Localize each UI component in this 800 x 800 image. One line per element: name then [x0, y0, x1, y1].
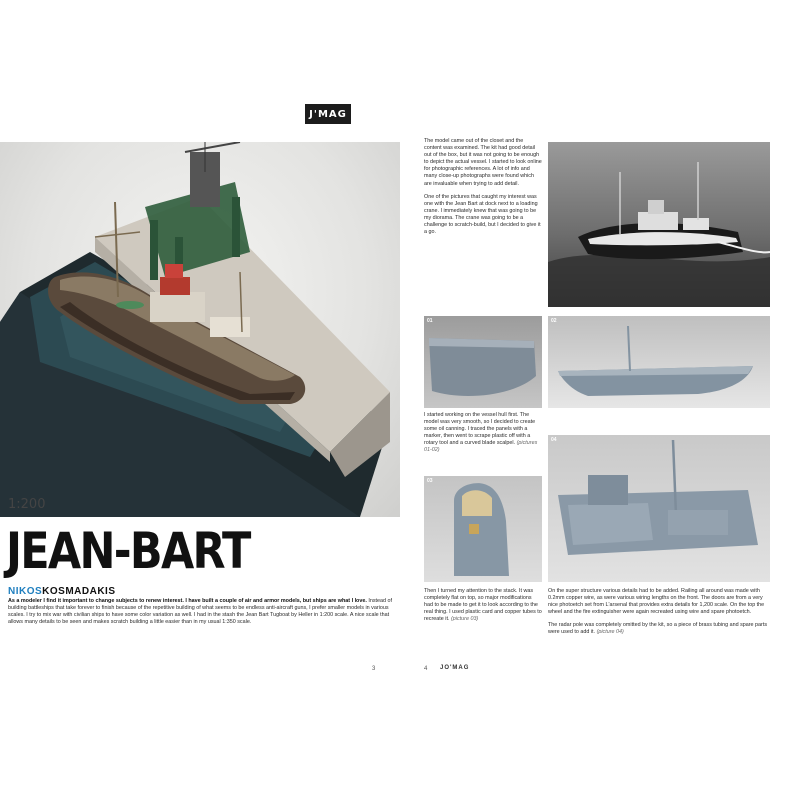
intro-paragraph: [8, 598, 396, 626]
intro-bold-text: As a modeler I find it important to change subjects to renew interest. I have built a couple of air and armor models, but ships are what I love.: [8, 598, 367, 604]
radar-picture-ref: (picture 04): [596, 629, 624, 636]
intro-body-text: Instead of building battleships that take forever to finish because of the repetitive building of what seems to be endless anti-aircraft guns, I prefer smaller models in various scales. I try to mix war with civilian ships to have some color variation as well. I had in the stash the Jean Bart Tugboat by Heller in 1:200 scale. A nice scale that allows many details to be seen and makes scratch building a little easier than in my usual 1:350 scale.: [8, 598, 393, 626]
paragraph-closet: The model came out of the closet and the content was examined. The kit had good detail out of the box, but it was not going to be enough to depict the actual vessel. I started to look online for photographic references. A lot of info and many close-up photographs were found which are invaluable when trying to add detail.: [424, 138, 542, 187]
superstructure-photo-04: [548, 435, 770, 582]
superstructure-text: On the super structure various details had to be added. Railing all around was made with 0.2mm copper wire, as were various wiring lengths on the front. The doors are from a very nice photoetch set from L'arsenal that provides extra details for 1,200 scale. On the top the wheel and the fire extinguisher were again recreated using wire and spare photoetch.: [548, 588, 765, 616]
magazine-spread: [0, 108, 800, 682]
stack-paragraph: [424, 588, 542, 623]
paragraph-crane: One of the pictures that caught my interest was one with the Jean Bart at dock next to a loading crane. I immediately knew that was going to be my diorama. The crane was going to be a challenge to scratch-build, but I decided to give it a go.: [424, 193, 541, 236]
radar-text: The radar pole was completely omitted by the kit, so a piece of brass tubing and spare parts were used to add it.: [548, 622, 768, 636]
author-last-name: KOSMADAKIS: [42, 586, 116, 597]
hull-01-illustration: [424, 316, 542, 408]
hull-picture-ref: (pictures 01-02): [424, 440, 538, 454]
photo-label-01: 01: [427, 318, 433, 324]
stack-picture-ref: (picture 03): [450, 616, 479, 623]
stack-photo-03: [424, 476, 542, 582]
right-column-intro: [424, 138, 542, 242]
magazine-logo: J'MAG: [305, 104, 351, 124]
right-page-number: 4: [424, 666, 428, 672]
diorama-main-photo: [0, 142, 400, 517]
model-scale: 1:200: [8, 497, 46, 512]
left-page-number: 3: [372, 666, 376, 672]
historic-tugboat-photo: [548, 142, 770, 307]
radar-paragraph: [548, 622, 770, 636]
author-byline: [8, 586, 116, 597]
hull-text: I started working on the vessel hull first. The model was very smooth, so I decided to create some oil canning. I traced the panels with a marker, then went to scrape plastic off with a rotary tool and a curved blade scalpel.: [424, 412, 536, 447]
photo-label-04: 04: [551, 437, 557, 443]
footer-magazine-logo: JO'MAG: [440, 665, 470, 671]
author-first-name: NIKOS: [8, 586, 43, 597]
historic-photo-illustration: [548, 142, 770, 307]
stack-text: Then I turned my attention to the stack. It was completely flat on top, so major modifications had to be made to get it to look according to the real thing. I used plastic card and copper tubes to recreate it.: [424, 588, 542, 623]
photo-label-03: 03: [427, 478, 433, 484]
hull-paragraph: [424, 412, 542, 455]
hull-photo-01: [424, 316, 542, 408]
diorama-illustration: [0, 142, 400, 517]
photo-label-02: 02: [551, 318, 557, 324]
superstructure-column: [548, 588, 770, 643]
hull-photo-02: [548, 316, 770, 408]
superstructure-illustration: [548, 435, 770, 582]
article-title: JEAN-BART: [6, 522, 250, 580]
stack-illustration: [424, 476, 542, 582]
hull-02-illustration: [548, 316, 770, 408]
